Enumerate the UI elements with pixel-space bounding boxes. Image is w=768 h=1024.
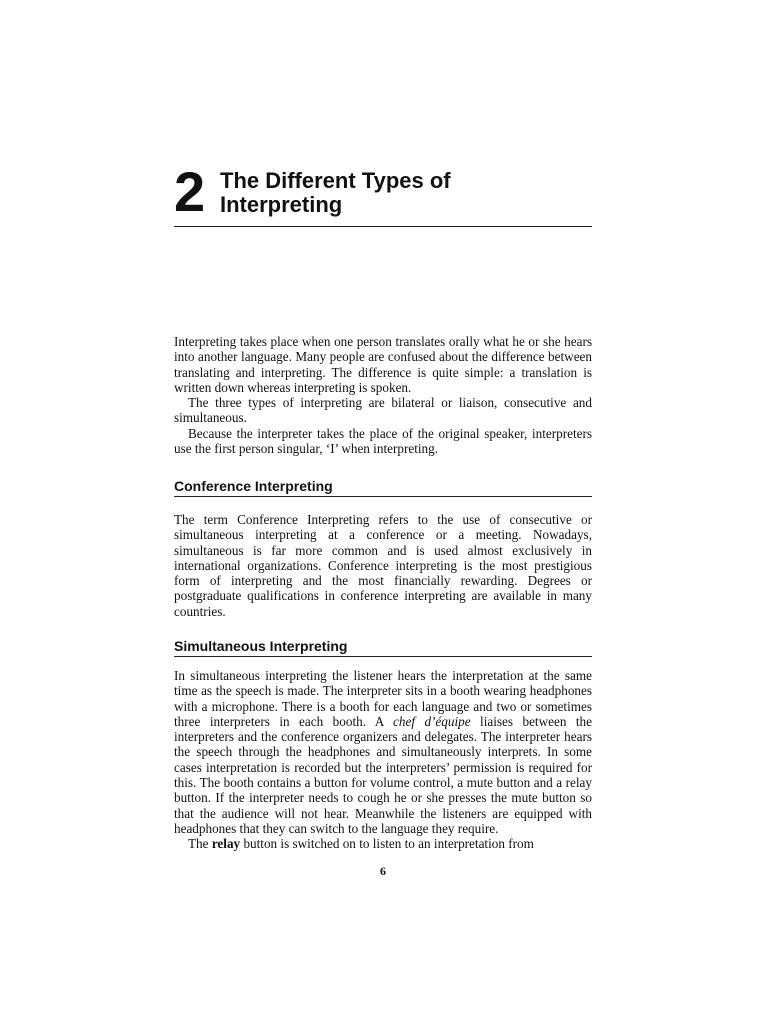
simultaneous-paragraph-2	[174, 836, 592, 851]
chapter-heading	[174, 162, 592, 227]
chapter-title-line-1: The Different Types of	[220, 168, 451, 193]
intro-paragraph-2: The three types of interpreting are bilateral or liaison, consecutive and simultaneous.	[174, 395, 592, 426]
simultaneous-paragraph-1-start: In simultaneous interpreting the listener hears the interpretation at the same time as the speech is made. The interpreter sits in a booth wearing headphones with a microphone. There is a booth for each language and two or sometimes three interpreters in each booth. A	[174, 668, 592, 729]
chapter-title	[220, 169, 580, 217]
chef-d-equipe-term: chef d’équipe	[393, 713, 471, 729]
simultaneous-paragraph-2-start: The	[188, 836, 212, 852]
conference-paragraph-1: The term Conference Interpreting refers to the use of consecutive or simultaneous interpreting at a conference or a meeting. Nowadays, simultaneous is far more common and is used almost exclusively in international organizations. Conference interpreting is the most prestigious form of interpreting and the most financially rewarding. Degrees or postgraduate qualifications in conference interpreting are available in many countries.	[174, 512, 592, 619]
section-heading-simultaneous: Simultaneous Interpreting	[174, 637, 592, 657]
section-heading-conference: Conference Interpreting	[174, 477, 592, 497]
relay-term: relay	[211, 836, 241, 852]
chapter-title-line-2: Interpreting	[220, 192, 343, 217]
intro-paragraph-1: Interpreting takes place when one person translates orally what he or she hears into another language. Many people are confused about the difference between translating and interpreting. The difference is quite simple: a translation is written down whereas interpreting is spoken.	[174, 334, 592, 395]
simultaneous-paragraph-1-end: liaises between the interpreters and the conference organizers and delegates. The interpreter hears the speech through the headphones and simultaneously interprets. In some cases interpretation is recorded but the interpreters’ permission is required for this. The booth contains a button for volume control, a mute button and a relay button. If the interpreter needs to cough he or she presses the mute button so that the audience will not hear. Meanwhile the listeners are equipped with headphones that they can switch to the language they require.	[174, 713, 592, 836]
book-page	[174, 0, 592, 1024]
intro-section	[174, 334, 592, 456]
simultaneous-section	[174, 668, 592, 852]
intro-paragraph-3: Because the interpreter takes the place of the original speaker, interpreters use the first person singular, ‘I’ when interpreting.	[174, 425, 592, 457]
simultaneous-paragraph-1	[174, 668, 592, 836]
chapter-number: 2	[174, 160, 206, 223]
simultaneous-paragraph-2-end: button is switched on to listen to an interpretation from	[240, 836, 534, 852]
conference-section	[174, 512, 592, 619]
page-number: 6	[380, 864, 386, 878]
